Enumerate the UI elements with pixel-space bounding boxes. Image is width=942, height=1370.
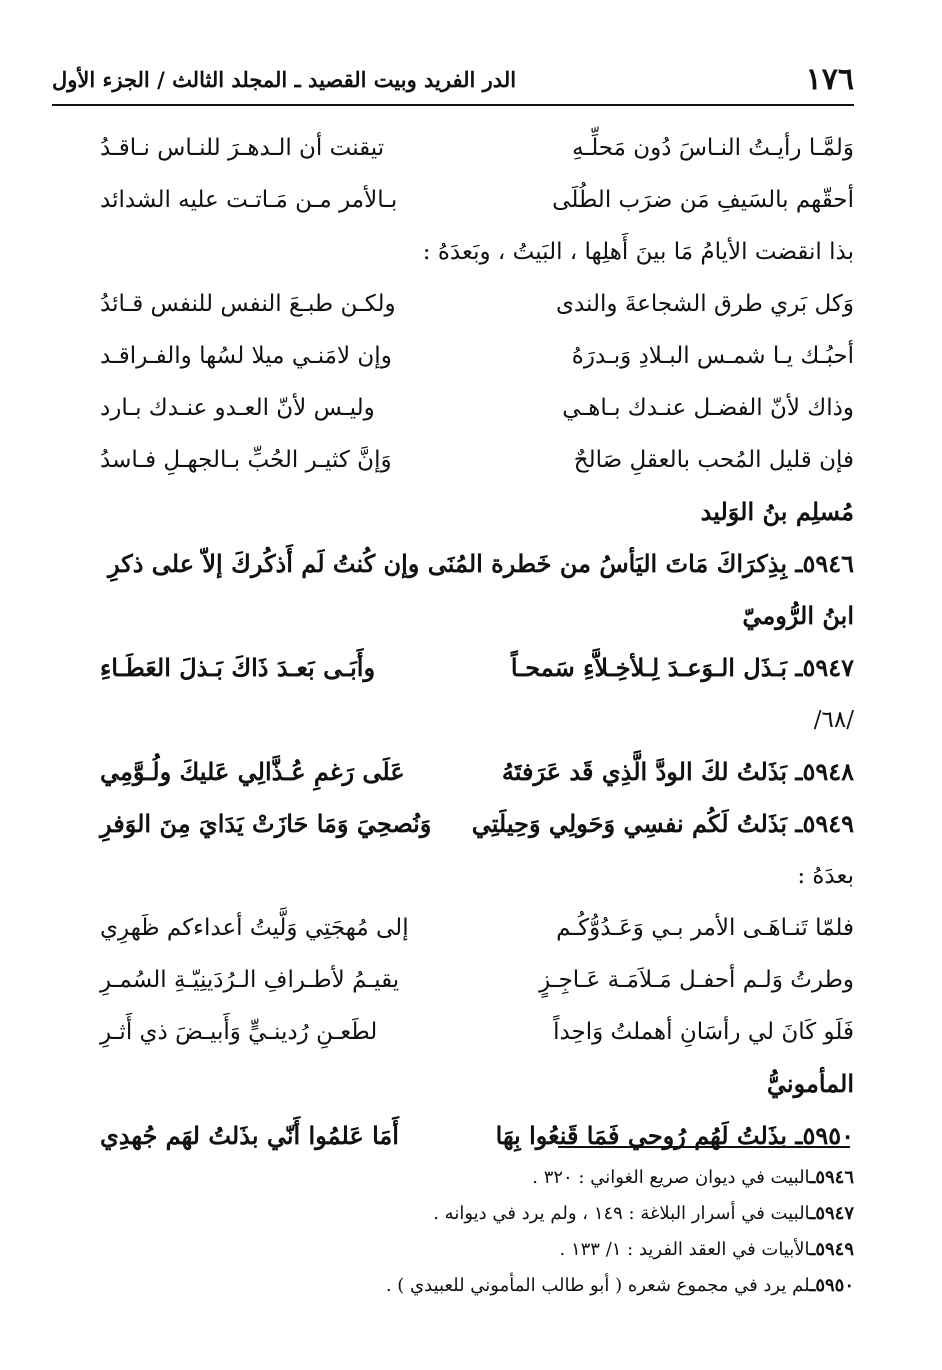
verse-line (100, 902, 854, 954)
hemistich-second: عَلَى رَغمِ عُـذَّالِي عَليكَ ولُـوَّمِي (100, 757, 405, 786)
verse-line (100, 330, 854, 382)
hemistich-first: أحقّهم بالسَيفِ مَن ضرَب الطُلَى (552, 187, 854, 213)
hemistich-second: وَنُصحِيَ وَمَا حَازَتْ يَدَايَ مِنَ الوَفرِ (100, 809, 432, 838)
hemistich-second: لطَعـنِ رُدينـيٍّ وَأَبيـضَ ذي أَثـرِ (100, 1019, 378, 1045)
hemistich-second: يقيـمُ لأطـرافِ الـرُدَينِيّـةِ السُمـرِ (100, 967, 400, 993)
hemistich-first: ٥٩٤٧ـ بَـذَل الـوَعـدَ لِـلأخِـلاَّءِ سَمحـاً (510, 653, 854, 682)
footnote-text: لم يرد في مجموع شعره ( أبو طالب المأموني للعبيدي ) . (385, 1275, 811, 1296)
footnote (54, 1160, 854, 1196)
verse-line (100, 434, 854, 486)
hemistich-first: وطرتُ وَلـم أحفـل مَـلاَمَـة عَـاجِـزٍ (539, 967, 854, 993)
verse-line (100, 1006, 854, 1058)
hemistich-first: وذاك لأنّ الفضـل عنـدك بـاهـي (562, 395, 854, 421)
page-body (100, 122, 854, 1162)
hemistich-second: ولكـن طبـعَ النفس للنفس قـائدُ (100, 291, 396, 317)
page-header (52, 58, 854, 100)
entry-verse (100, 642, 854, 694)
page-marker: /٦٨/ (813, 707, 854, 733)
prose-line: بعدَهُ : (797, 863, 854, 889)
verse-line (100, 382, 854, 434)
hemistich-first: فلمّا تَنـاهَـى الأمر بـي وَعَـدُوُّكُـم (556, 915, 854, 941)
poet-name: ابنُ الرُّوميّ (742, 601, 854, 630)
entry-verse (100, 1110, 854, 1162)
footnote-text: البيت في ديوان صريع الغواني : ٣٢٠ . (532, 1167, 811, 1188)
page-number: ١٧٦ (805, 61, 854, 97)
footnote-text: البيت في أسرار البلاغة : ١٤٩ ، ولم يرد في ديوانه . (433, 1203, 811, 1224)
hemistich-second: وأَبَـى بَعـدَ ذَاكَ بَـذلَ العَطَـاءِ (100, 653, 376, 682)
entry-verse (100, 746, 854, 798)
hemistich-first: وَكل بَري طرق الشجاعةَ والندى (555, 291, 854, 317)
poet-name: مُسلِم بنُ الوَليد (700, 497, 854, 526)
header-rule (52, 104, 854, 106)
footnote (54, 1268, 854, 1304)
hemistich-first: ٥٩٥٠ـ بذَلتُ لَهُم رُوحي فَمَا قَنعُوا بِهَا (495, 1121, 854, 1150)
hemistich-second: إلى مُهجَتِي وَلَّيتُ أعداءكم ظَهرِي (100, 915, 409, 941)
verse-line (100, 122, 854, 174)
hemistich-first: فإن قليل المُحب بالعقلِ صَالحٌ (573, 447, 854, 473)
hemistich-second: بـالأمر مـن مَـاتـت عليه الشدائد (100, 187, 398, 213)
verse-line (100, 278, 854, 330)
hemistich-second: تيقنت أن الـدهـرَ للنـاس نـاقـدُ (100, 135, 385, 161)
verse-line (100, 954, 854, 1006)
footnote-rule (558, 1146, 850, 1148)
hemistich-second: وَإنَّ كثيـر الحُبِّ بـالجهـلِ فـاسدُ (100, 447, 392, 473)
running-title: الدر الفريد وبيت القصيد ـ المجلد الثالث / الجزء الأول (52, 66, 517, 92)
footnotes (54, 1160, 854, 1304)
poet-name: المأمونيُّ (766, 1069, 854, 1098)
verse-line (100, 174, 854, 226)
hemistich-second: وإن لامَنـي ميلا لسُها والفـراقـد (100, 343, 392, 369)
footnote-number: ٥٩٤٩ـ (810, 1239, 854, 1260)
footnote-number: ٥٩٥٠ـ (810, 1275, 854, 1296)
hemistich-second: أَمَا عَلمُوا أَنّي بذَلتُ لهَم جُهدِي (100, 1121, 399, 1150)
footnote (54, 1196, 854, 1232)
footnote-text: الأبيات في العقد الفريد : ١/ ١٣٣ . (559, 1239, 811, 1260)
footnote (54, 1232, 854, 1268)
hemistich-first: فَلَو كَانَ لي رأسَانِ أهملتُ وَاحِداً (553, 1019, 854, 1045)
footnote-number: ٥٩٤٧ـ (810, 1203, 854, 1224)
hemistich-first: ٥٩٤٨ـ بَذَلتُ لكَ الودَّ الَّذِي قَد عَرَفتَهُ (501, 757, 854, 786)
hemistich-first: ٥٩٤٩ـ بَذَلتُ لَكُم نفسِي وَحَولِي وَحِيلَتِي (471, 809, 854, 838)
footnote-number: ٥٩٤٦ـ (810, 1167, 854, 1188)
hemistich-first: أحبُـك يـا شمـس البـلادِ وَبـدرَهُ (571, 343, 854, 369)
entry-verse (100, 798, 854, 850)
hemistich-second: وليـس لأنّ العـدو عنـدك بـارد (100, 395, 375, 421)
hemistich-first: وَلمَّـا رأيـتُ النـاسَ دُون مَحلِّـهِ (572, 135, 854, 161)
prose-line: بذا انقضت الأيامُ مَا بينَ أَهلِها ، البَيتُ ، وبَعدَهُ : (422, 239, 854, 265)
entry-verse-full: ٥٩٤٦ـ بِذِكرَاكَ مَاتَ اليَأسُ من خَطرة المُنَى وإن كُنتُ لَم أَذكُركَ إلاّ على ذكرِ (108, 549, 854, 578)
